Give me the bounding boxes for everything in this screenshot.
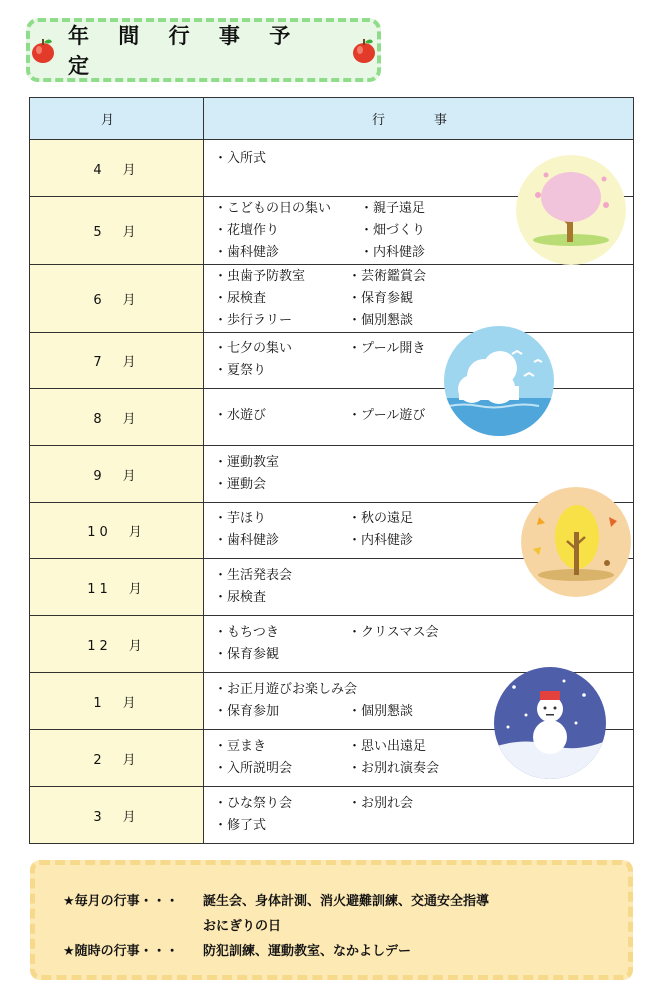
summer-cloud-sea-icon [444,326,554,436]
month-cell: 1 月 [30,673,204,730]
event-item: ・生活発表会 [214,568,293,583]
month-cell: 2 月 [30,730,204,787]
events-cell [204,265,634,333]
event-item: ・保育参加 [214,704,280,719]
events-cell [204,389,634,446]
event-item: ・ひな祭り会 [214,796,293,811]
spring-cherry-tree-icon [516,155,626,265]
event-item: ・思い出遠足 [348,739,427,754]
event-item: ・秋の遠足 [348,511,414,526]
event-item: ・運動会 [214,477,267,492]
event-item: ・内科健診 [360,245,426,260]
event-item: ・お別れ会 [348,796,414,811]
monthly-label: ★毎月の行事・・・ [63,894,179,909]
month-cell: 7 月 [30,333,204,389]
events-cell [204,333,634,389]
table-row [30,265,634,333]
monthly-events-row [63,889,628,914]
event-item: ・保育参観 [214,647,280,662]
autumn-ginkgo-tree-icon [521,487,631,597]
event-item: ・花壇作り [214,223,280,238]
month-cell: 12 月 [30,616,204,673]
occasional-events-row [63,939,628,964]
table-row [30,787,634,844]
event-item: ・歩行ラリー [214,313,293,328]
apple-icon [30,36,56,64]
month-cell: 3 月 [30,787,204,844]
events-cell [204,787,634,844]
table-row [30,616,634,673]
event-item: ・尿検査 [214,590,267,605]
event-item: ・こどもの日の集い [214,201,332,216]
event-item: ・クリスマス会 [348,625,439,640]
event-item: ・お正月遊びお楽しみ会 [214,682,358,697]
event-item: ・豆まき [214,739,267,754]
footer-notes [30,860,633,980]
events-cell [204,616,634,673]
event-item: ・夏祭り [214,363,267,378]
page-title: 年 間 行 事 予 定 [68,24,302,78]
event-item: ・保育参観 [348,291,414,306]
event-item: ・入所式 [214,151,267,166]
month-cell: 6 月 [30,265,204,333]
event-item: ・プール開き [348,341,426,356]
winter-snowman-icon [494,667,606,779]
apple-icon [351,36,377,64]
event-item: ・入所説明会 [214,761,293,776]
event-item: ・親子遠足 [360,201,426,216]
title-banner [26,18,381,82]
event-item: ・修了式 [214,818,267,833]
event-item: ・運動教室 [214,455,280,470]
table-row [30,446,634,503]
event-item: ・水遊び [214,408,267,423]
header-events: 行 事 [204,98,634,140]
month-cell: 9 月 [30,446,204,503]
event-item: ・虫歯予防教室 [214,269,306,284]
event-item: ・芸術鑑賞会 [348,269,427,284]
occasional-label: ★随時の行事・・・ [63,944,179,959]
occasional-events: 防犯訓練、運動教室、なかよしデー [203,944,412,959]
event-item: ・芋ほり [214,511,267,526]
month-cell: 4 月 [30,140,204,197]
event-item: ・七夕の集い [214,341,293,356]
event-item: ・内科健診 [348,533,414,548]
event-item: ・尿検査 [214,291,267,306]
monthly-events-2: おにぎりの日 [203,919,282,934]
month-cell: 8 月 [30,389,204,446]
monthly-events: 誕生会、身体計測、消火避難訓練、交通安全指導 [203,894,490,909]
month-cell: 11 月 [30,559,204,616]
event-item: ・もちつき [214,625,279,640]
event-item: ・個別懇談 [348,313,414,328]
event-item: ・歯科健診 [214,245,280,260]
header-month: 月 [30,98,204,140]
event-item: ・歯科健診 [214,533,280,548]
event-item: ・畑づくり [360,223,426,238]
event-item: ・プール遊び [348,408,426,423]
month-cell: 10 月 [30,503,204,559]
month-cell: 5 月 [30,197,204,265]
event-item: ・お別れ演奏会 [348,761,440,776]
table-header-row [30,98,634,140]
event-item: ・個別懇談 [348,704,414,719]
